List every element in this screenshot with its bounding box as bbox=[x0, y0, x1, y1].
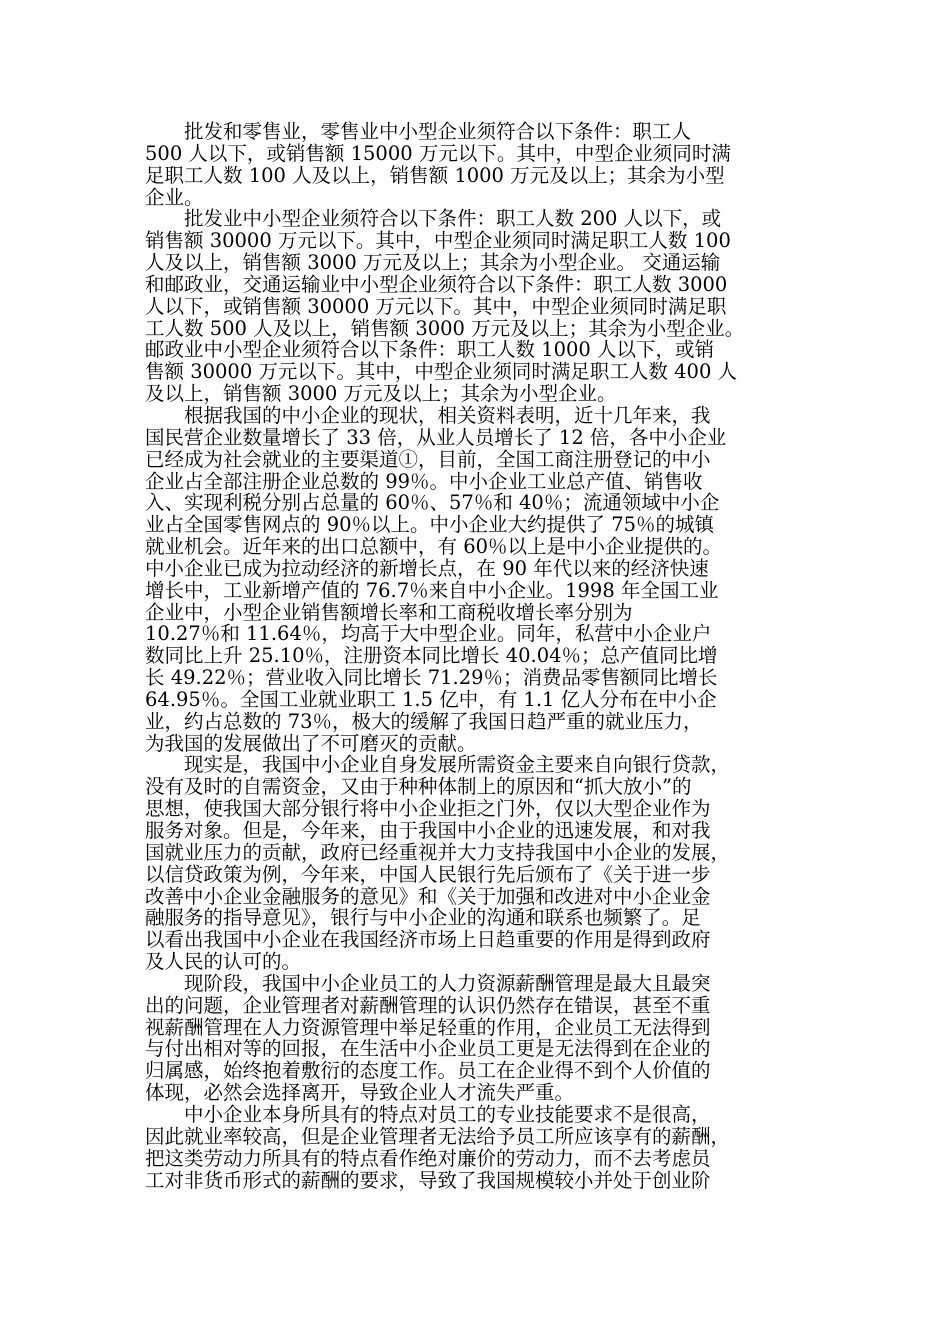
paragraph bbox=[145, 121, 810, 208]
text-line: 根据我国的中小企业的现状，相关资料表明，近十几年来，我 bbox=[184, 403, 711, 427]
text-line: 视薪酬管理在人力资源管理中举足轻重的作用，企业员工无法得到 bbox=[145, 1015, 711, 1039]
text-line: 服务对象。但是，今年来，由于我国中小企业的迅速发展，和对我 bbox=[145, 819, 711, 842]
text-line: 和邮政业，交通运输业中小型企业须符合以下条件：职工人数 3000 bbox=[145, 272, 728, 296]
text-line: 增长中，工业新增产值的 76.7％来自中小企业。1998 年全国工业 bbox=[145, 578, 719, 602]
text-line: 现实是，我国中小企业自身发展所需资金主要来自向银行贷款， bbox=[184, 753, 731, 777]
text-line: 体现，必然会选择离开，导致企业人才流失严重。 bbox=[145, 1081, 575, 1105]
text-line: 现阶段，我国中小企业员工的人力资源薪酬管理是最大且最突 bbox=[184, 971, 711, 995]
text-line: 10.27％和 11.64％，均高于大中型企业。同年，私营中小企业户 bbox=[145, 622, 712, 646]
text-line: 业占全国零售网点的 90％以上。中小企业大约提供了 75％的城镇 bbox=[145, 513, 715, 537]
text-line: 中小企业本身所具有的特点对员工的专业技能要求不是很高， bbox=[184, 1102, 711, 1126]
text-line: 融服务的指导意见》，银行与中小企业的沟通和联系也频繁了。足 bbox=[145, 906, 701, 930]
paragraph bbox=[145, 405, 810, 755]
text-line: 邮政业中小型企业须符合以下条件：职工人数 1000 人以下，或销 bbox=[145, 338, 715, 362]
text-line: 及人民的认可的。 bbox=[145, 950, 302, 974]
text-line: 国就业压力的贡献，政府已经重视并大力支持我国中小企业的发展， bbox=[145, 840, 731, 864]
text-line: 及以上，销售额 3000 万元及以上；其余为小型企业。 bbox=[145, 382, 617, 406]
text-line: 因此就业率较高，但是企业管理者无法给予员工所应该享有的薪酬， bbox=[145, 1124, 731, 1148]
paragraph bbox=[145, 754, 810, 972]
text-line: 长 49.22％；营业收入同比增长 71.29％；消费品零售额同比增长 bbox=[145, 666, 718, 690]
text-line: 以看出我国中小企业在我国经济市场上日趋重要的作用是得到政府 bbox=[145, 928, 711, 952]
text-line: 入、实现利税分别占总量的 60％、57％和 40％；流通领域中小企 bbox=[145, 491, 720, 515]
text-line: 工人数 500 人及以上，销售额 3000 万元及以上；其余为小型企业。 bbox=[145, 316, 745, 340]
text-line: 数同比上升 25.10％，注册资本同比增长 40.04％；总产值同比增 bbox=[145, 644, 718, 668]
text-line: 500 人以下，或销售额 15000 万元以下。其中，中型企业须同时满 bbox=[145, 141, 731, 165]
text-line: 批发业中小型企业须符合以下条件：职工人数 200 人以下，或 bbox=[184, 207, 722, 231]
text-line: 64.95％。全国工业就业职工 1.5 亿中，有 1.1 亿人分布在中小企 bbox=[145, 687, 717, 711]
text-line: 售额 30000 万元以下。其中，中型企业须同时满足职工人数 400 人 bbox=[145, 360, 738, 384]
paragraph bbox=[145, 208, 810, 405]
text-line: 与付出相对等的回报，在生活中小企业员工更是无法得到在企业的 bbox=[145, 1037, 711, 1061]
text-line: 出的问题，企业管理者对薪酬管理的认识仍然存在错误，甚至不重 bbox=[145, 993, 711, 1017]
text-line: 把这类劳动力所具有的特点看作绝对廉价的劳动力，而不去考虑员 bbox=[145, 1146, 711, 1170]
text-line: 工对非货币形式的薪酬的要求，导致了我国规模较小并处于创业阶 bbox=[145, 1168, 711, 1192]
text-line: 中小企业已成为拉动经济的新增长点，在 90 年代以来的经济快速 bbox=[145, 556, 709, 580]
text-line: 就业机会。近年来的出口总额中，有 60％以上是中小企业提供的。 bbox=[145, 535, 723, 559]
text-line: 没有及时的自需资金，又由于种种体制上的原因和“抓大放小”的 bbox=[145, 775, 692, 799]
text-line: 思想，使我国大部分银行将中小企业拒之门外，仅以大型企业作为 bbox=[145, 797, 711, 821]
text-line: 国民营企业数量增长了 33 倍，从业人员增长了 12 倍，各中小企业 bbox=[145, 425, 727, 449]
document-page bbox=[145, 121, 810, 1191]
text-line: 为我国的发展做出了不可磨灭的贡献。 bbox=[145, 731, 477, 755]
text-line: 人以下，或销售额 30000 万元以下。其中，中型企业须同时满足职 bbox=[145, 294, 727, 318]
text-line: 企业占全部注册企业总数的 99％。中小企业工业总产值、销售收 bbox=[145, 469, 703, 493]
text-line: 改善中小企业金融服务的意见》和《关于加强和改进对中小企业金 bbox=[145, 884, 711, 908]
paragraph bbox=[145, 973, 810, 1104]
paragraph bbox=[145, 1104, 810, 1191]
text-line: 业，约占总数的 73％，极大的缓解了我国日趋严重的就业压力， bbox=[145, 709, 703, 733]
text-line: 批发和零售业，零售业中小型企业须符合以下条件：职工人 bbox=[184, 120, 692, 143]
text-line: 企业中，小型企业销售额增长率和工商税收增长率分别为 bbox=[145, 600, 633, 624]
text-line: 足职工人数 100 人及以上，销售额 1000 万元及以上；其余为小型 bbox=[145, 163, 725, 187]
text-line: 销售额 30000 万元以下。其中，中型企业须同时满足职工人数 100 bbox=[145, 229, 731, 253]
text-line: 企业。 bbox=[145, 185, 204, 209]
text-line: 归属感，始终抱着敷衍的态度工作。员工在企业得不到个人价值的 bbox=[145, 1059, 711, 1083]
text-line: 以信贷政策为例，今年来，中国人民银行先后颁布了《关于进一步 bbox=[145, 862, 711, 886]
text-line: 已经成为社会就业的主要渠道①，目前，全国工商注册登记的中小 bbox=[145, 447, 711, 471]
text-line: 人及以上，销售额 3000 万元及以上；其余为小型企业。 交通运输 bbox=[145, 251, 721, 275]
